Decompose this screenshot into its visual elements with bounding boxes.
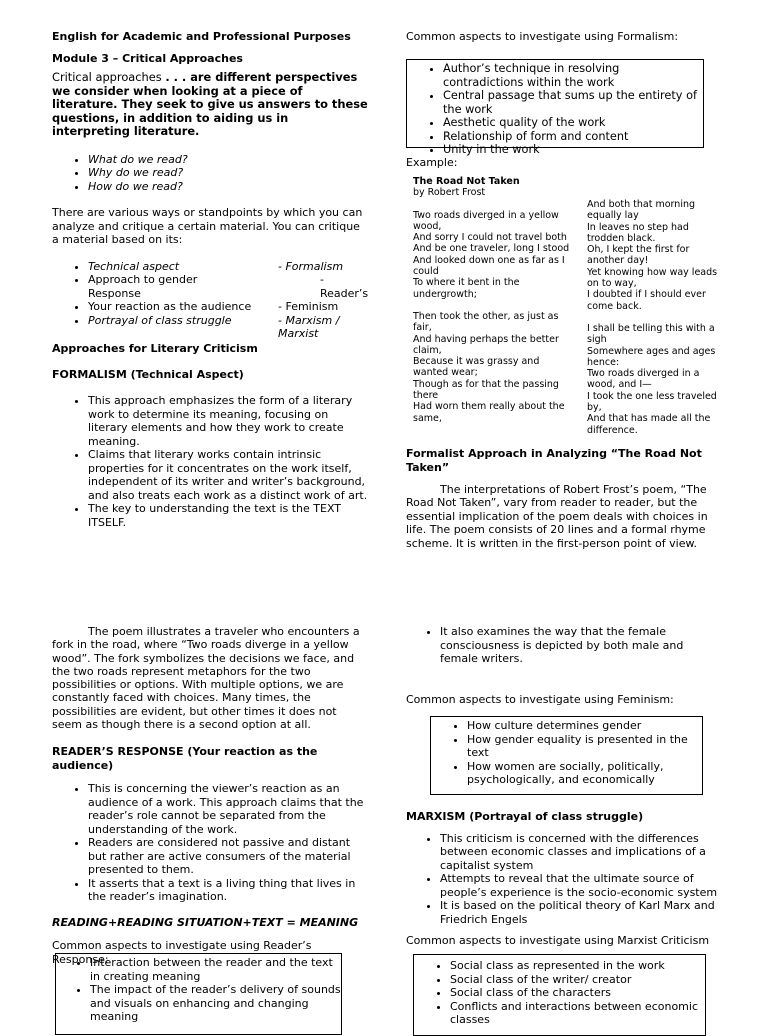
list-item: • What do we read?	[88, 153, 368, 167]
list-item: • This criticism is concerned with the differences between economic classes and implications of a capitalist system	[440, 832, 724, 873]
list-item: • Relationship of form and content	[443, 130, 703, 144]
formalism-aspects-box	[406, 59, 704, 156]
course-title: English for Academic and Professional Purposes	[52, 30, 351, 43]
approaches-heading: Approaches for Literary Criticism	[52, 342, 258, 355]
list-item: • Aesthetic quality of the work	[443, 116, 703, 130]
poem-author: by Robert Frost	[413, 187, 486, 199]
poem-line: And both that morning equally lay	[587, 199, 696, 222]
reader-response-points	[52, 782, 370, 904]
intro-paragraph	[52, 71, 368, 139]
list-item: • Social class of the writer/ creator	[450, 973, 705, 987]
marxism-heading: MARXISM (Portrayal of class struggle)	[406, 810, 644, 823]
analysis-heading: Formalist Approach in Analyzing “The Road Not Taken”	[406, 447, 702, 474]
questions-list	[52, 153, 368, 194]
p1-left-column	[52, 30, 369, 340]
poem-line: To where it bent in the undergrowth;	[413, 277, 520, 300]
poem-line: And that has made all the difference.	[587, 413, 711, 436]
list-item: • Claims that literary works contain intrinsic properties for it concentrates on the work itself, independent of its writer and writer’s background, and also treats each work as a distinct work of art.	[88, 448, 368, 502]
list-item: • It is based on the political theory of Karl Marx and Friedrich Engels	[440, 899, 724, 926]
poem-line: And sorry I could not travel both	[413, 232, 567, 244]
example-label: Example:	[406, 156, 458, 169]
base-aspect: Technical aspect	[88, 259, 180, 273]
list-item: • It asserts that a text is a living thing that lives in the reader’s imagination.	[88, 877, 370, 904]
meaning-formula: READING+READING SITUATION+TEXT = MEANING	[52, 915, 359, 929]
marxism-aspects-box	[413, 954, 706, 1036]
poem-line: Had worn them really about the same,	[413, 401, 565, 424]
list-item: • Why do we read?	[88, 166, 368, 180]
marxism-points	[406, 832, 724, 927]
list-item: • Unity in the work	[443, 143, 703, 157]
poem-line: Because it was grassy and wanted wear;	[413, 356, 540, 379]
poem-line: And having perhaps the better claim,	[413, 333, 559, 356]
poem-line: I shall be telling this with a sigh	[587, 322, 715, 346]
formalism-points	[52, 394, 368, 529]
ways-paragraph: There are various ways or standpoints by which you can analyze and critique a certain material. You can critique a material based on its:	[52, 206, 363, 246]
list-item: • This is concerning the viewer’s reaction as an audience of a work. This approach claims that the reader’s role cannot be separated from the understanding of the work.	[88, 782, 370, 836]
poem-line: Yet knowing how way leads on to way,	[587, 266, 718, 290]
list-item: • Author’s technique in resolving contradictions within the work	[443, 62, 703, 89]
poem-line: Then took the other, as just as fair,	[413, 310, 559, 334]
poem-line: Though as for that the passing there	[413, 378, 559, 402]
list-item	[88, 313, 368, 340]
formalism-heading: FORMALISM (Technical Aspect)	[52, 367, 244, 381]
poem-stanzas-right	[587, 199, 725, 436]
reader-response-heading: READER’S RESPONSE (Your reaction as the audience)	[52, 745, 318, 772]
base-aspect: Your reaction as the audience	[88, 300, 252, 313]
list-item: • How culture determines gender	[467, 719, 702, 733]
base-approach: - Reader’s	[320, 273, 369, 300]
list-item: • Social class of the characters	[450, 986, 705, 1000]
poem-line: I took the one less traveled by,	[587, 390, 717, 414]
stanza-break	[587, 312, 725, 323]
poem-line: Two roads diverged in a yellow wood,	[413, 209, 559, 232]
p1-analysis	[406, 447, 724, 550]
p2-right-lower	[406, 810, 724, 948]
list-item: • Social class as represented in the work	[450, 959, 705, 973]
p2-right-column	[406, 625, 724, 706]
list-item: • How gender equality is presented in the text	[467, 733, 702, 760]
poem-line: I doubted if I should ever come back.	[587, 289, 706, 312]
base-aspect: Portrayal of class struggle	[88, 313, 232, 327]
list-item: • The key to understanding the text is the TEXT ITSELF.	[88, 502, 368, 529]
list-item: • Conflicts and interactions between economic classes	[450, 1000, 705, 1027]
feminism-aspects-box	[430, 716, 703, 795]
poem-right-column	[587, 199, 725, 436]
list-item: • It also examines the way that the female consciousness is depicted by both male and female writers.	[440, 625, 724, 666]
intro-bold: . . . are different perspectives we consider when looking at a piece of literature. They seek to give us answers to these questions, in addition to aiding us in interpreting literature.	[52, 70, 368, 138]
reader-response-aspects-box	[55, 953, 342, 1035]
list-item: • The impact of the reader’s delivery of sounds and visuals on enhancing and changing meaning	[90, 983, 341, 1024]
list-item	[88, 260, 368, 274]
p2-left-column	[52, 625, 370, 966]
module-title: Module 3 – Critical Approaches	[52, 51, 243, 65]
p1-right-column	[406, 30, 722, 44]
list-item: • Interaction between the reader and the text in creating meaning	[90, 956, 341, 983]
poem-left-column	[413, 176, 575, 442]
poem-line: And be one traveler, long I stood	[413, 243, 570, 255]
poem-title: The Road Not Taken	[413, 176, 520, 187]
list-item: • Readers are considered not passive and distant but rather are active consumers of the material presented to them.	[88, 836, 370, 877]
p1-left-lower	[52, 342, 368, 529]
base-approach: - Marxism / Marxist	[278, 313, 340, 340]
list-item: • Attempts to reveal that the ultimate source of people’s experience is the socio-economic system	[440, 872, 724, 899]
list-item	[88, 300, 368, 314]
reader-response-aspects-intro: Common aspects to investigate using Reader’s Response:	[52, 939, 312, 966]
list-item: • Central passage that sums up the entirety of the work	[443, 89, 703, 116]
base-aspect: Approach to gender	[88, 273, 198, 286]
marxism-aspects-intro: Common aspects to investigate using Marxist Criticism	[406, 934, 710, 947]
poem-stanzas-left	[413, 210, 575, 424]
list-item: • How do we read?	[88, 180, 368, 194]
bases-list	[52, 259, 369, 340]
list-item-continued	[88, 287, 368, 301]
analysis-paragraph: The interpretations of Robert Frost’s poem, “The Road Not Taken”, vary from reader to reader, but the essential implication of the poem deals with choices in life. The poem consists of 20 lines and a formal rhyme scheme. It is written in the first-person point of view.	[406, 483, 708, 550]
poem-line: And looked down one as far as I could	[413, 254, 565, 278]
base-approach: - Formalism	[278, 259, 344, 273]
poem-line: Oh, I kept the first for another day!	[587, 244, 690, 267]
poem-line: Two roads diverged in a wood, and I—	[587, 368, 700, 391]
intro-lead: Critical approaches	[52, 70, 166, 84]
list-item: • How women are socially, politically, psychologically, and economically	[467, 760, 702, 787]
stanza-break	[413, 300, 575, 311]
formalism-aspects-intro: Common aspects to investigate using Formalism:	[406, 30, 679, 43]
base-aspect: Response	[88, 286, 141, 300]
poem-interpretation-paragraph: The poem illustrates a traveler who encounters a fork in the road, where “Two roads diverge in a yellow wood”. The fork symbolizes the decisions we face, and the two roads represent metaphors for the two possibilities or options. With multiple options, we are constantly faced with choices. Many times, the possibilities are evident, but other times it does not seem as though there is a second option at all.	[52, 625, 360, 732]
base-approach: - Feminism	[278, 300, 339, 313]
poem-line: In leaves no step had trodden black.	[587, 221, 689, 244]
poem-line: Somewhere ages and ages hence:	[587, 345, 716, 368]
list-item: • This approach emphasizes the form of a literary work to determine its meaning, focusing on literary elements and how they work to create meaning.	[88, 394, 368, 448]
feminism-aspects-intro: Common aspects to investigate using Feminism:	[406, 692, 674, 706]
